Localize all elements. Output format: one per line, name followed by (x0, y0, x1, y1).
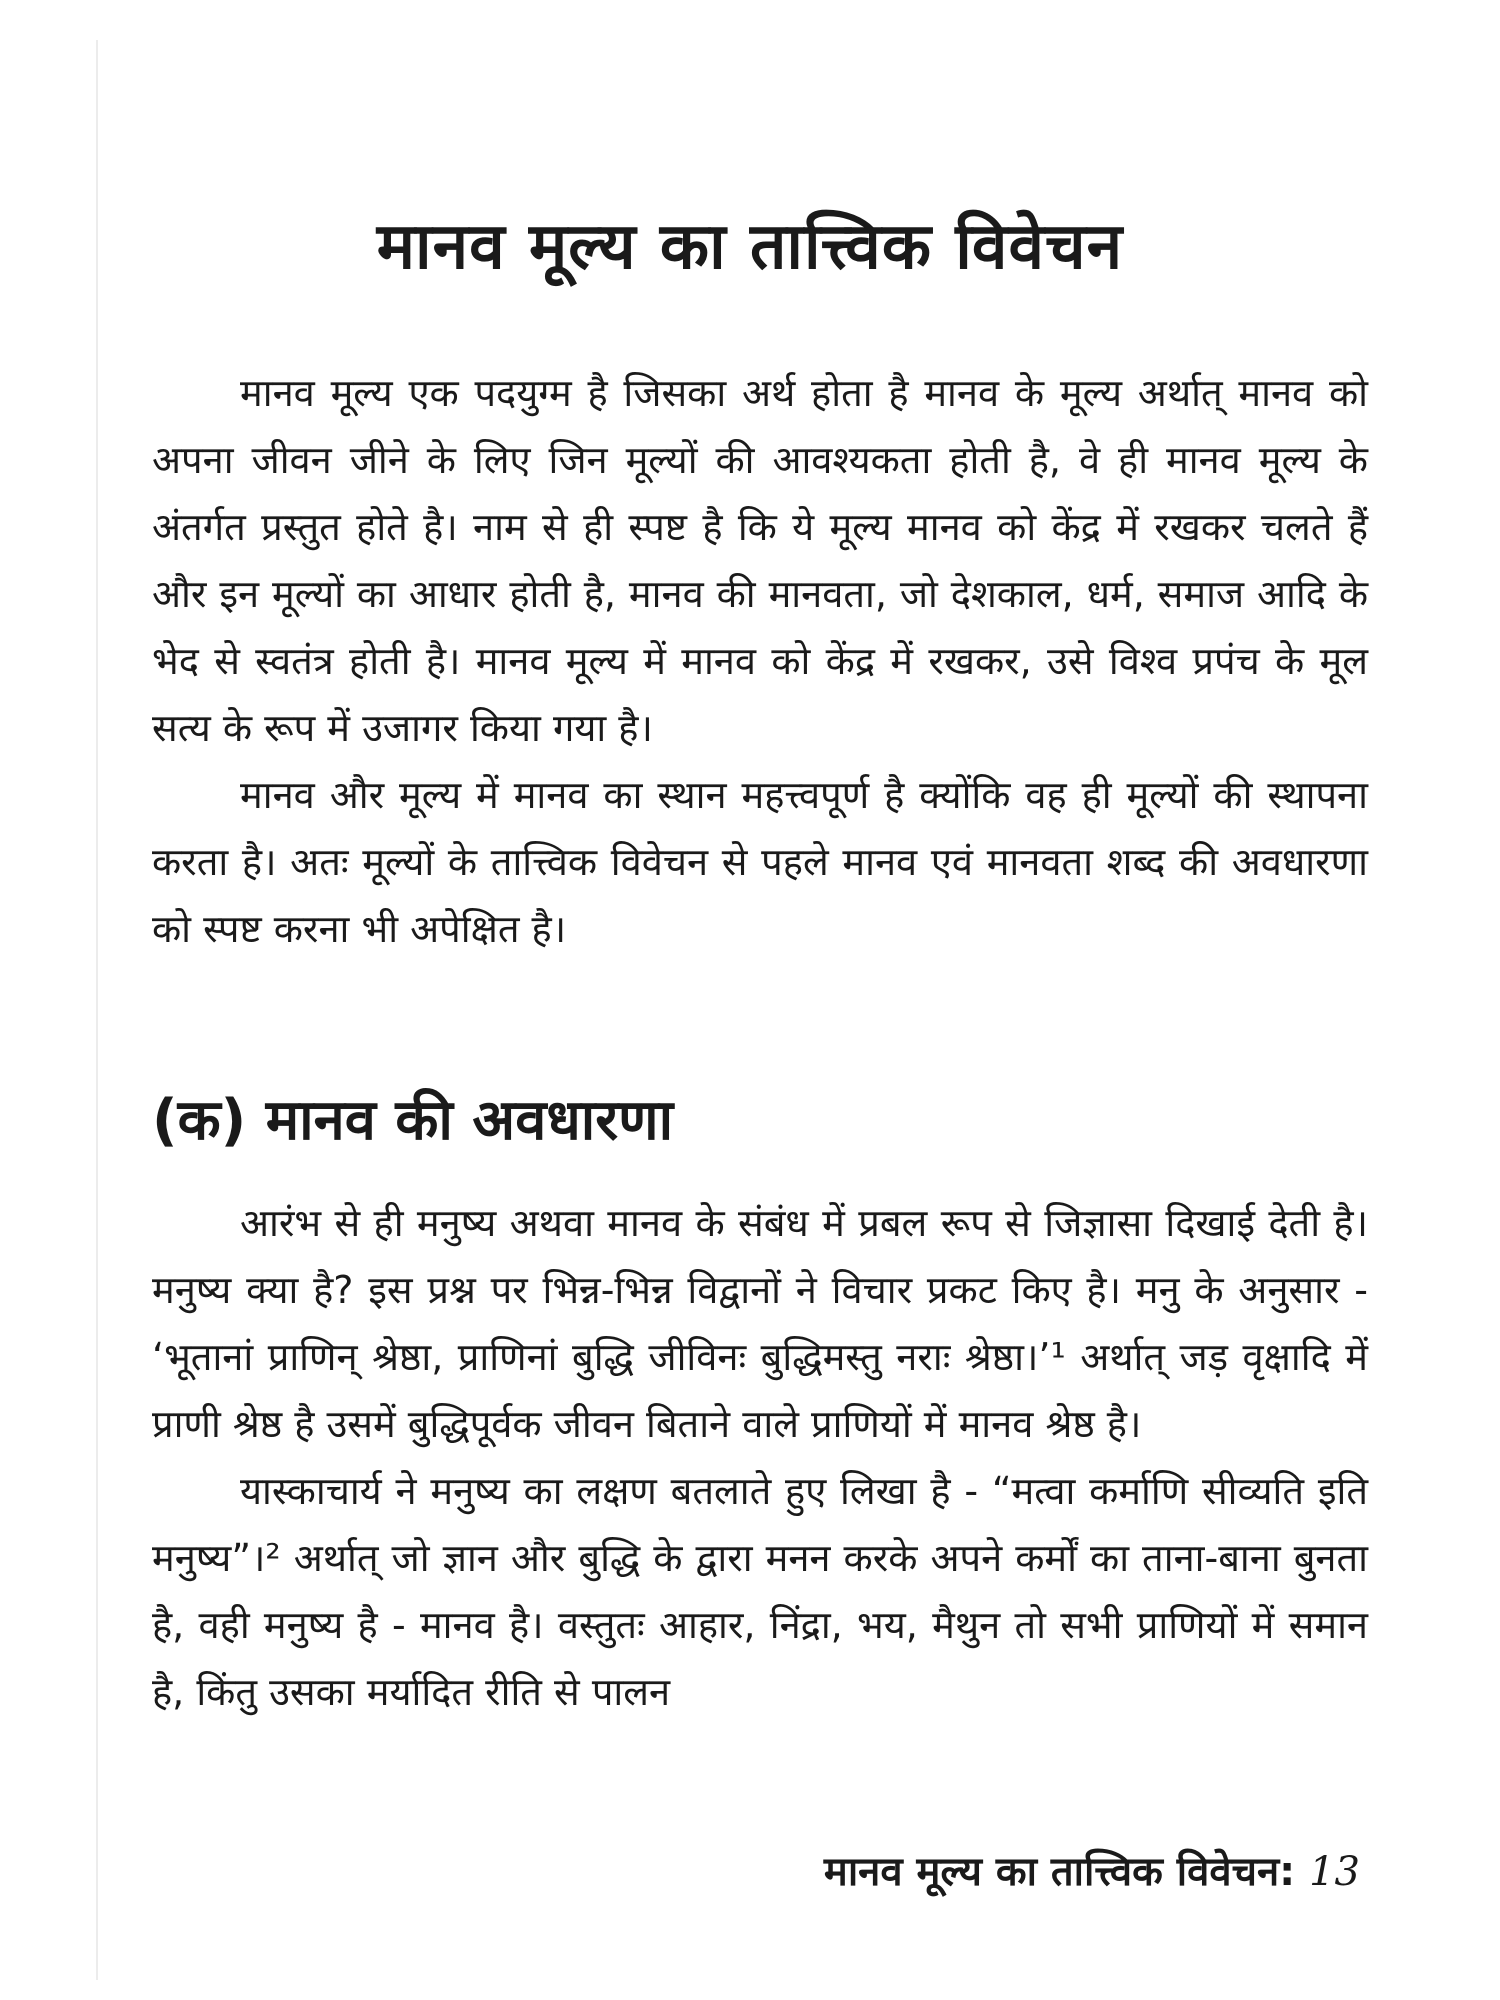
paragraph: आरंभ से ही मनुष्य अथवा मानव के संबंध में प्रबल रूप से जिज्ञासा दिखाई देती है। मनुष्य क्या है? इस प्रश्न पर भिन्न-भिन्न विद्वानों ने विचार प्रकट किए है। मनु के अनुसार - ‘भूतानां प्राणिन् श्रेष्ठा, प्राणिनां बुद्धि जीविनः बुद्धिमस्तु नराः श्रेष्ठा।’¹ अर्थात् जड़ वृक्षादि में प्राणी श्रेष्ठ है उसमें बुद्धिपूर्वक जीवन बिताने वाले प्राणियों में मानव श्रेष्ठ है। (152, 1201, 1368, 1446)
page-number: 13 (1309, 1849, 1360, 1895)
page-edge-shadow (96, 40, 98, 1980)
chapter-title: मानव मूल्य का तात्त्विक विवेचन (376, 210, 1124, 284)
section-heading: (क) मानव की अवधारणा (152, 1088, 674, 1153)
intro-text (152, 360, 1368, 963)
paragraph: यास्काचार्य ने मनुष्य का लक्षण बतलाते हुए लिखा है - “मत्वा कर्माणि सीव्यति इति मनुष्य”।² अर्थात् जो ज्ञान और बुद्धि के द्वारा मनन करके अपने कर्मों का ताना-बाना बुनता है, वही मनुष्य है - मानव है। वस्तुतः आहार, निंद्रा, भय, मैथुन तो सभी प्राणियों में समान है, किंतु उसका मर्यादित रीति से पालन (152, 1469, 1368, 1714)
running-title: मानव मूल्य का तात्त्विक विवेचन (823, 1849, 1280, 1895)
paragraph: मानव और मूल्य में मानव का स्थान महत्त्वपूर्ण है क्योंकि वह ही मूल्यों की स्थापना करता है। अतः मूल्यों के तात्त्विक विवेचन से पहले मानव एवं मानवता शब्द की अवधारणा को स्पष्ट करना भी अपेक्षित है। (152, 773, 1368, 951)
section-text (152, 1190, 1368, 1726)
page-footer (824, 1842, 1360, 1897)
footer-separator: : (1279, 1849, 1310, 1895)
paragraph: मानव मूल्य एक पदयुग्म है जिसका अर्थ होता है मानव के मूल्य अर्थात् मानव को अपना जीवन जीने के लिए जिन मूल्यों की आवश्यकता होती है, वे ही मानव मूल्य के अंतर्गत प्रस्तुत होते है। नाम से ही स्पष्ट है कि ये मूल्य मानव को केंद्र में रखकर चलते हैं और इन मूल्यों का आधार होती है, मानव की मानवता, जो देशकाल, धर्म, समाज आदि के भेद से स्वतंत्र होती है। मानव मूल्य में मानव को केंद्र में रखकर, उसे विश्व प्रपंच के मूल सत्य के रूप में उजागर किया गया है। (152, 371, 1368, 750)
